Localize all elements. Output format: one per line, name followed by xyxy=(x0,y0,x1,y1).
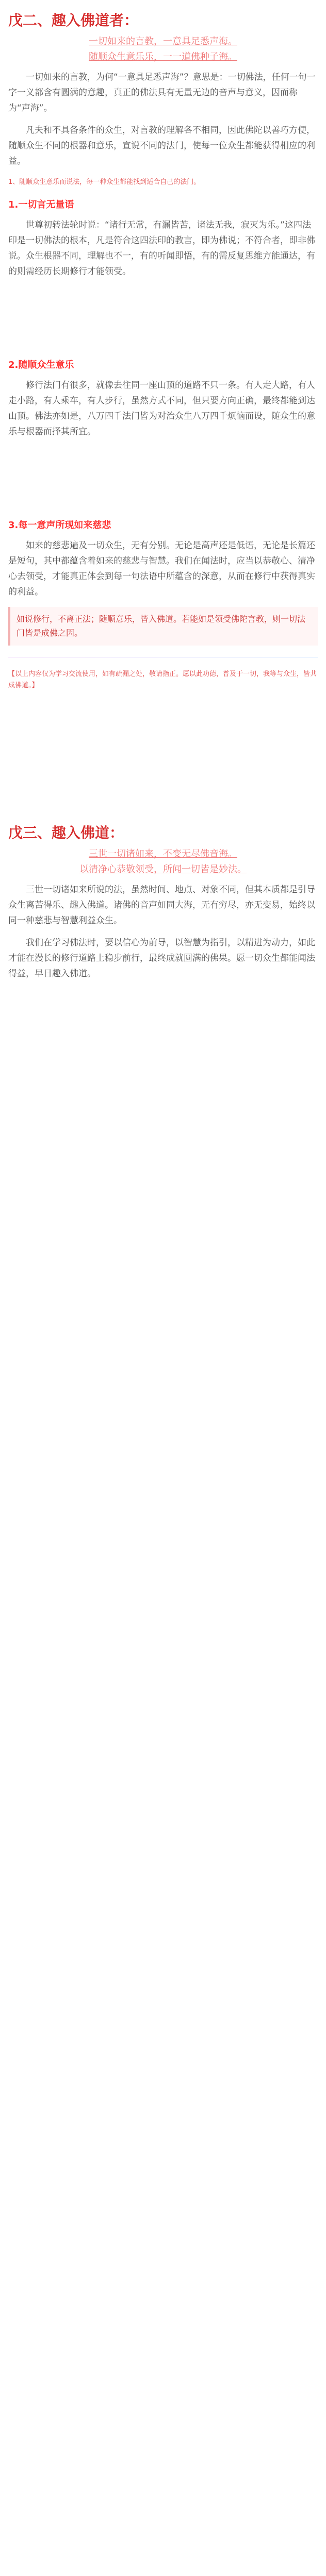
part-3-text: 如来的慈悲遍及一切众生，无有分别。无论是高声还是低语，无论是长篇还是短句，其中都蕴含着如来的慈悲与智慧。我们在闻法时，应当以恭敬心、清净心去领受，才能真正体会到每一句法语中所蕴含的深意，从而在修行中获得真实的利益。 xyxy=(8,540,315,597)
section-3-notice-1 xyxy=(8,846,318,860)
section-3-paragraph-1: 三世一切诸如来所说的法，虽然时间、地点、对象不同，但其本质都是引导众生离苦得乐、趣入佛道。诸佛的音声如同大海，无有穷尽，亦无变易，始终以同一种慈悲与智慧利益众生。 xyxy=(8,885,315,926)
part-3-subtitle: 3.每一意声所现如来慈悲 xyxy=(8,520,111,531)
quote-block: 如说修行，不离正法；随顺意乐，皆入佛道。若能如是领受佛陀言教，则一切法门皆是成佛之因。 xyxy=(8,607,318,645)
section-3-title: 戊三、趣入佛道： xyxy=(8,824,124,842)
section-2-title: 戊二、趣入佛道者： xyxy=(8,12,139,29)
spacer xyxy=(0,286,326,348)
section-3-notice-2-text: 以清净心恭敬领受，所闻一切皆是妙法。 xyxy=(79,864,247,875)
part-1-subtitle: 1.一切言无量语 xyxy=(8,199,74,211)
spacer xyxy=(0,699,326,812)
section-2-paragraph-1: 一切如来的言教，为何“一意具足悉声海”？意思是：一切佛法，任何一句一字一义都含有圆满的意趣，真正的佛法具有无量无边的音声与意义，因而称为“声海”。 xyxy=(8,72,316,113)
section-2-notice-1-text: 一切如来的言教，一意具足悉声海。 xyxy=(89,36,237,47)
section-3-notice-2 xyxy=(8,862,318,875)
section-3-notice-1-text: 三世一切诸如来，不变无尽佛音海。 xyxy=(89,849,237,860)
part-2-subtitle: 2.随顺众生意乐 xyxy=(8,360,74,371)
section-2-paragraph-2: 凡夫和不具备条件的众生，对言教的理解各不相同，因此佛陀以善巧方便，随顺众生不同的根器和意乐，宣说不同的法门，使每一位众生都能获得相应的利益。 xyxy=(8,125,315,166)
section-2-notice-2 xyxy=(8,49,318,63)
part-1-text: 世尊初转法轮时说：“诸行无常，有漏皆苦，诸法无我，寂灭为乐。”这四法印是一切佛法的根本，凡是符合这四法印的教言，即为佛说；不符合者，即非佛说。众生根器不同，理解也不一，有的听闻即悟，有的需反复思维方能通达，有的则需经历长期修行才能领受。 xyxy=(8,220,315,277)
section-2-notice-2-text: 随顺众生意乐乐，一一道佛种子海。 xyxy=(89,52,237,62)
spacer xyxy=(0,447,326,509)
part-2-text: 修行法门有很多，就像去往同一座山顶的道路不只一条。有人走大路，有人走小路，有人乘车，有人步行，虽然方式不同，但只要方向正确，最终都能到达山顶。佛法亦如是，八万四千法门皆为对治众生八万四千烦恼而设，随众生的意乐与根器而择其所宜。 xyxy=(8,380,315,437)
section-3-paragraph-2: 我们在学习佛法时，要以信心为前导，以智慧为指引，以精进为动力，如此才能在漫长的修行道路上稳步前行，最终成就圆满的佛果。愿一切众生都能闻法得益，早日趣入佛道。 xyxy=(8,938,315,979)
section-2-notice-1 xyxy=(8,34,318,47)
section-2-intro-red: 1、随顺众生意乐而说法，每一种众生都能找到适合自己的法门。 xyxy=(8,178,201,186)
footnote: 【以上内容仅为学习交流使用，如有疏漏之处，敬请指正。愿以此功德，普及于一切，我等与众生，皆共成佛道。】 xyxy=(8,670,317,690)
